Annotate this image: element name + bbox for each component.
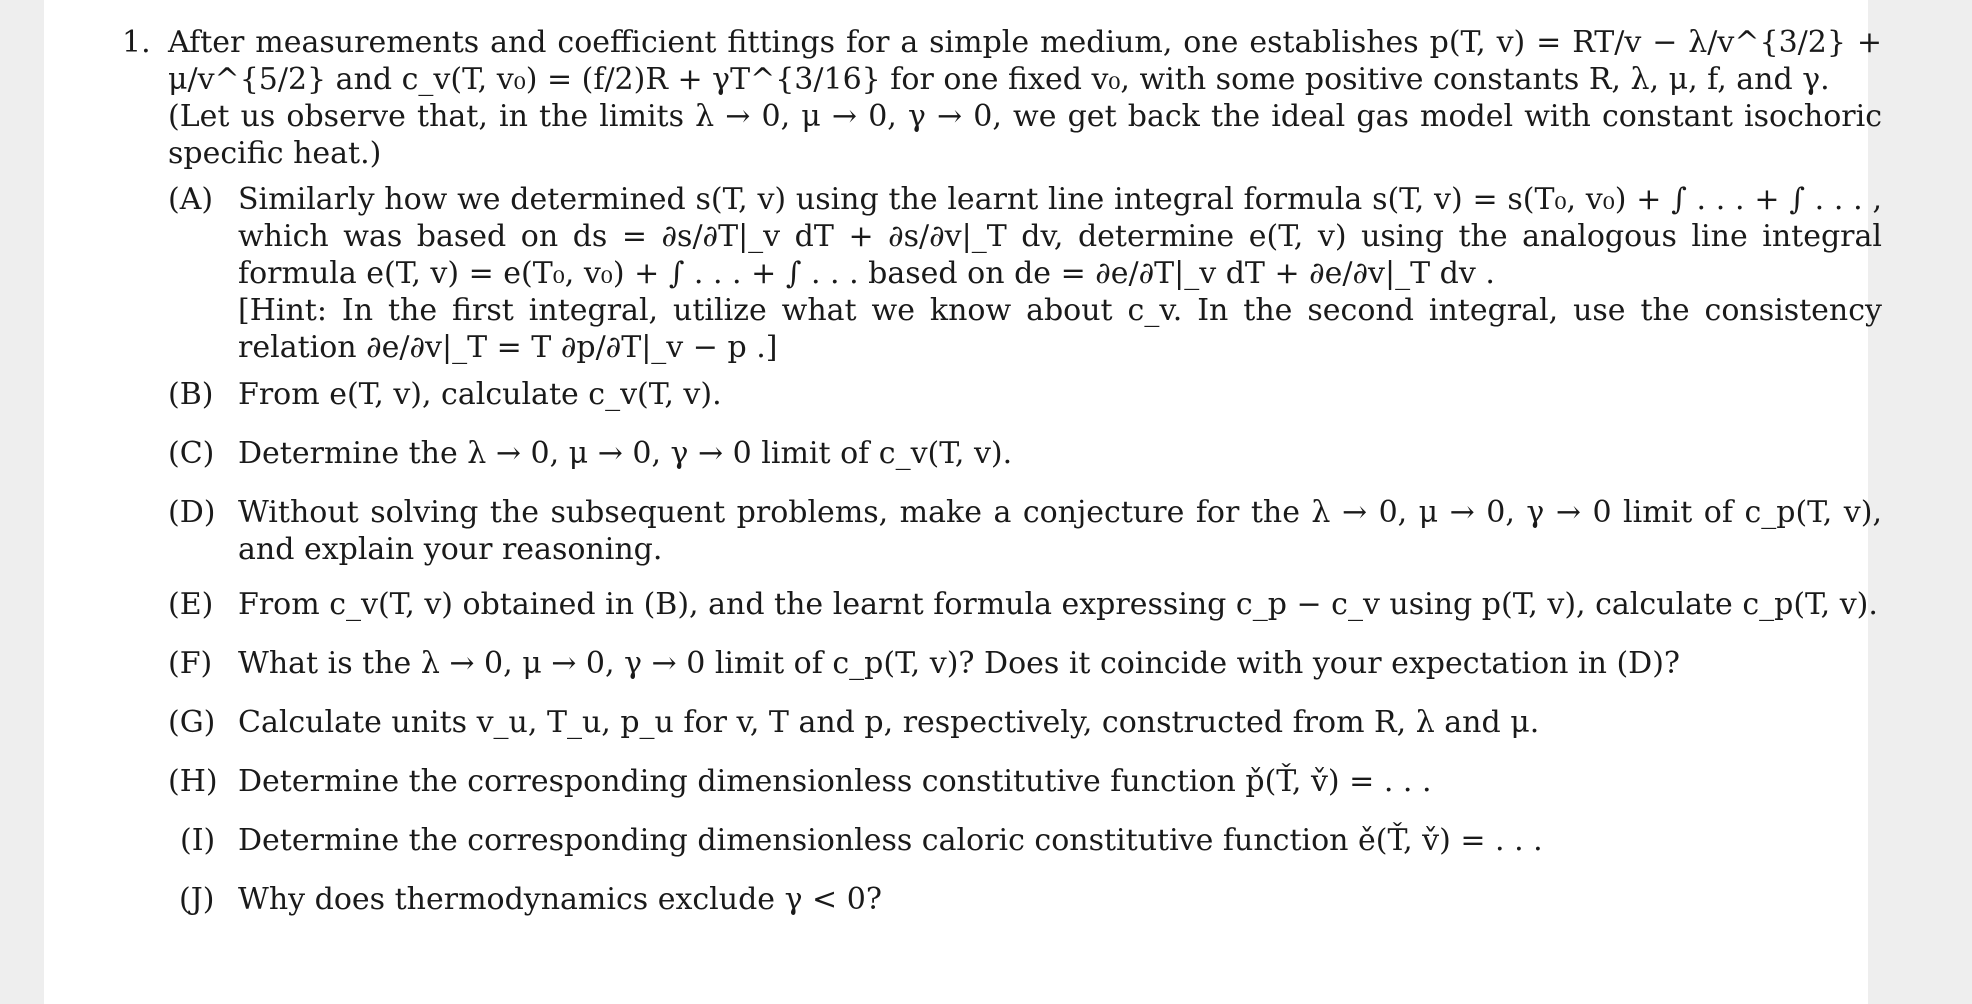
problem-statement: After measurements and coefficient fittings for a simple medium, one establishes p(T, v) = RT/v − λ/v^{3/2} + μ/v^{5/2} and c_v(T, v₀) = (f/2)R + γT^{3/16} for one fixed v₀, with some positive constants R, λ, μ, f, and γ. (168, 25, 1882, 97)
subquestion-text: Determine the λ → 0, μ → 0, γ → 0 limit of c_v(T, v). (238, 436, 1013, 471)
document-page (44, 0, 1882, 1004)
subquestion-label: (I) (180, 823, 216, 858)
subquestion-label: (H) (168, 764, 218, 799)
subquestion-hint: [Hint: In the first integral, utilize what we know about c_v. In the second integral, use the consistency relation ∂e/∂v|_T = T ∂p/∂T|_v − p .] (238, 293, 1882, 365)
problem-1 (122, 24, 1882, 940)
subquestion-g (122, 704, 1882, 741)
subquestion-c (122, 435, 1882, 472)
subquestion-label: (F) (168, 646, 213, 681)
subquestion-text: Calculate units v_u, T_u, p_u for v, T and p, respectively, constructed from R, λ and μ. (238, 705, 1540, 740)
subquestion-label: (E) (168, 587, 214, 622)
problem-statement-block (168, 24, 1882, 172)
subquestion-text: Without solving the subsequent problems, make a conjecture for the λ → 0, μ → 0, γ → 0 limit of c_p(T, v), and explain your reasoning. (238, 495, 1882, 567)
subquestion-i (122, 822, 1882, 859)
subquestion-text: Why does thermodynamics exclude γ < 0? (238, 882, 882, 917)
subquestion-h (122, 763, 1882, 800)
subquestion-a (122, 181, 1882, 366)
subquestion-list (122, 181, 1882, 918)
problem-remark: (Let us observe that, in the limits λ → 0, μ → 0, γ → 0, we get back the ideal gas model with constant isochoric specific heat.) (168, 99, 1882, 171)
subquestion-label: (C) (168, 436, 215, 471)
subquestion-d (122, 494, 1882, 568)
subquestion-label: (B) (168, 377, 214, 412)
subquestion-text: Determine the corresponding dimensionless constitutive function p̌(Ť, v̌) = . . . (238, 764, 1432, 799)
subquestion-j (122, 881, 1882, 918)
subquestion-text: From c_v(T, v) obtained in (B), and the learnt formula expressing c_p − c_v using p(T, v), calculate c_p(T, v). (238, 587, 1878, 622)
subquestion-text: From e(T, v), calculate c_v(T, v). (238, 377, 722, 412)
subquestion-b (122, 376, 1882, 413)
subquestion-f (122, 645, 1882, 682)
subquestion-text: Determine the corresponding dimensionless caloric constitutive function ě(Ť, v̌) = . . . (238, 823, 1543, 858)
subquestion-text: What is the λ → 0, μ → 0, γ → 0 limit of c_p(T, v)? Does it coincide with your expectation in (D)? (238, 646, 1681, 681)
subquestion-label: (G) (168, 705, 216, 740)
subquestion-label: (A) (168, 182, 214, 217)
subquestion-label: (J) (179, 882, 215, 917)
problem-number: 1. (122, 25, 151, 60)
subquestion-e (122, 586, 1882, 623)
subquestion-text: Similarly how we determined s(T, v) using the learnt line integral formula s(T, v) = s(T₀, v₀) + ∫ . . . + ∫ . . . , which was based on ds = ∂s/∂T|_v dT + ∂s/∂v|_T dv, determine e(T, v) using the analogous line integral formula e(T, v) = e(T₀, v₀) + ∫ . . . + ∫ . . . based on de = ∂e/∂T|_v dT + ∂e/∂v|_T dv . (238, 182, 1882, 291)
subquestion-label: (D) (168, 495, 216, 530)
